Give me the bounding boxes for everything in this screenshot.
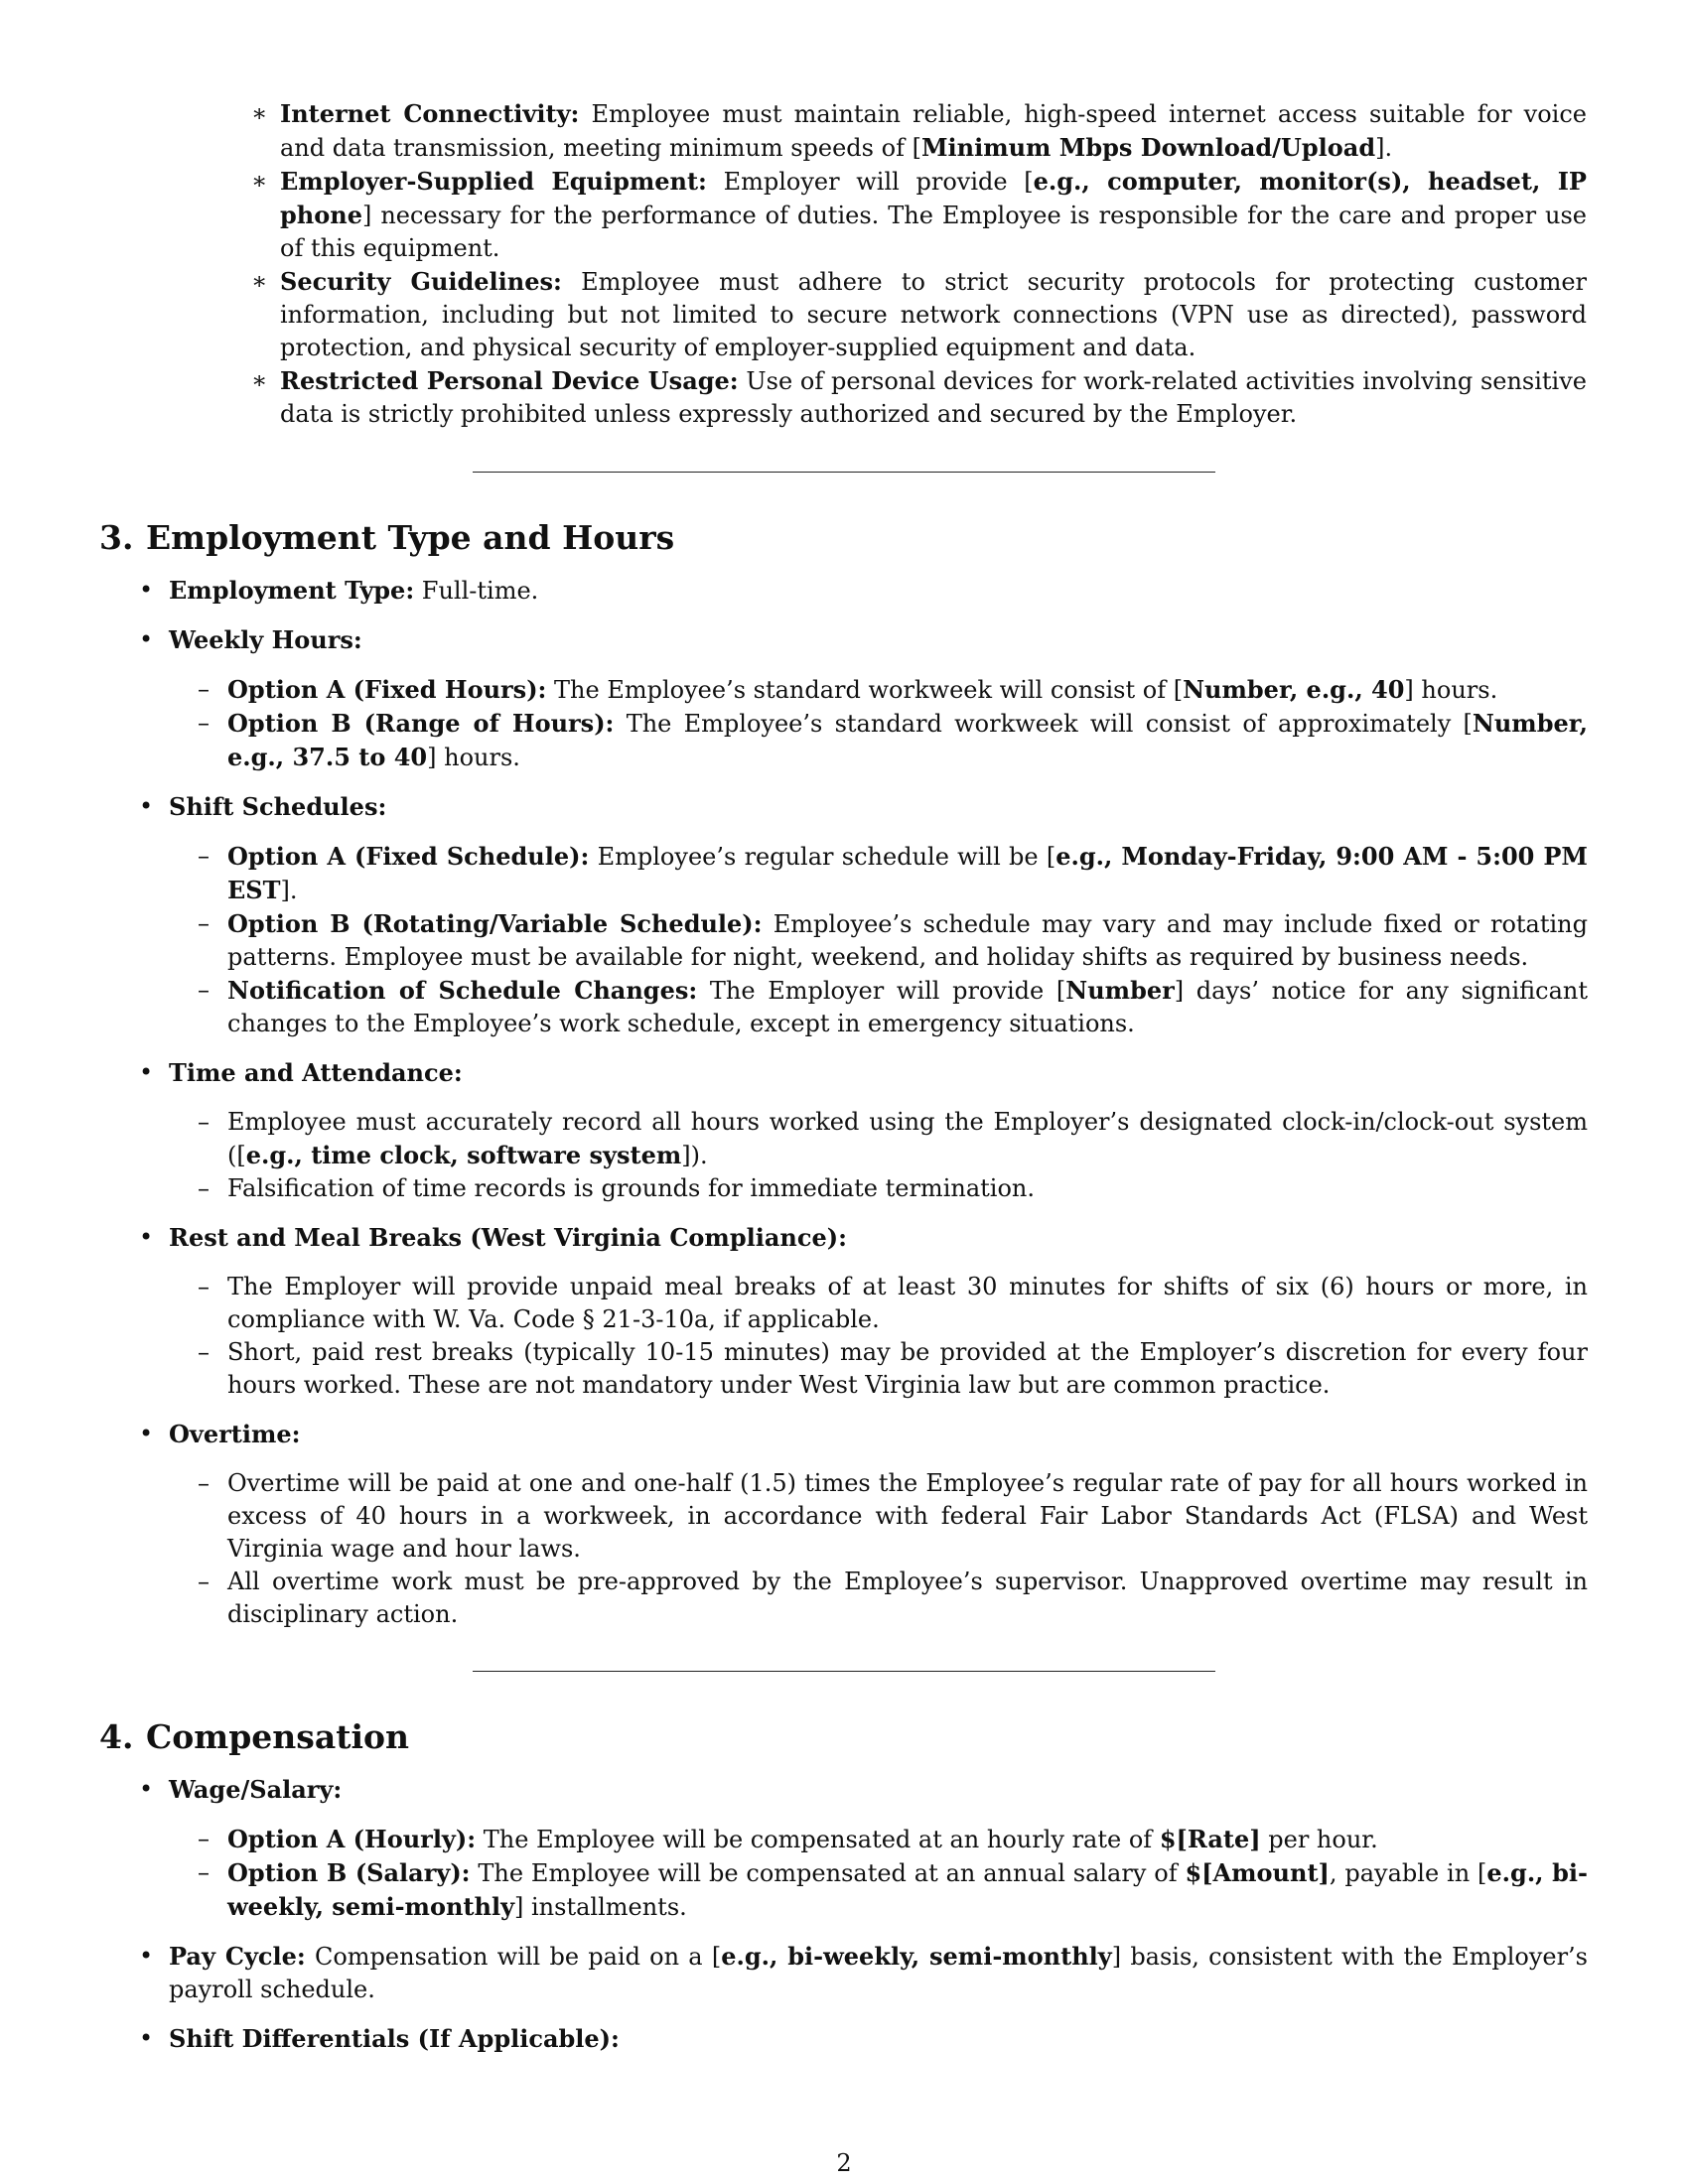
dash-marker: – <box>198 1469 210 1497</box>
bullet-marker: • <box>139 576 154 604</box>
bullet-marker: • <box>139 792 154 820</box>
bullet-shift-differentials: • Shift Differentials (If Applicable): <box>139 2024 620 2053</box>
section-heading-compensation: 4. Compensation <box>99 1717 409 1756</box>
asterisk-marker: ∗ <box>251 267 268 295</box>
bullet-marker: • <box>139 1223 154 1251</box>
option-fixed-hours: – Option A (Fixed Hours): The Employee’s standard workweek will consist of [Number, e.g., 40] hours. <box>198 675 1498 704</box>
dash-marker: – <box>198 976 210 1004</box>
option-fixed-schedule: – Option A (Fixed Schedule): Employee’s regular schedule will be [e.g., Monday-Friday, 9:00 AM - 5:00 PM EST]. <box>198 842 1588 904</box>
bullet-weekly-hours: • Weekly Hours: – Option A (Fixed Hours): The Employee’s standard workweek will consist of [Number, e.g., 40] hours. – Option B (Range of Hours): The Employee’s standard workweek will consist of approximately [Number, e.g., 37.5 to 40] hours. <box>133 623 1588 774</box>
dash-marker: – <box>198 909 210 937</box>
dash-marker: – <box>198 675 210 703</box>
dash-marker: – <box>198 1108 210 1136</box>
bullet-marker: • <box>139 2024 154 2052</box>
bullet-overtime: • Overtime: – Overtime will be paid at one and one-half (1.5) times the Employee’s regular rate of pay for all hours worked in excess of 40 hours in a workweek, in accordance with federal Fair Labor Standards Act (FLSA) and West Virginia wage and hour laws. – All overtime work must be pre-approved by the Employee’s supervisor. Unapproved overtime may result in disciplinary action. <box>133 1418 1588 1631</box>
bullet-marker: • <box>139 625 154 653</box>
list-item-internet-connectivity: ∗ Internet Connectivity: Employee must maintain reliable, high-speed internet access suitable for voice and data transmission, meeting minimum speeds of [Minimum Mbps Download/Upload]. <box>251 99 1587 162</box>
bullet-employment-type: • Employment Type: Full-time. <box>139 576 539 605</box>
option-salary: – Option B (Salary): The Employee will be compensated at an annual salary of $[Amount], payable in [e.g., bi-weekly, semi-monthly] installments. <box>198 1858 1588 1921</box>
bullet-marker: • <box>139 1420 154 1447</box>
overtime-approval-clause: – All overtime work must be pre-approved by the Employee’s supervisor. Unapproved overtime may result in disciplinary action. <box>198 1568 1588 1628</box>
bullet-pay-cycle: • Pay Cycle: Compensation will be paid on a [e.g., bi-weekly, semi-monthly] basis, consistent with the Employer’s payroll schedule. <box>139 1942 1588 2003</box>
section-employment-type-hours <box>133 574 1588 1647</box>
dash-marker: – <box>198 1338 210 1366</box>
time-record-requirement: – Employee must accurately record all hours worked using the Employer’s designated clock-in/clock-out system ([e.g., time clock, software system]). <box>198 1108 1588 1169</box>
bullet-wage-salary: • Wage/Salary: – Option A (Hourly): The Employee will be compensated at an hourly rate of $[Rate] per hour. – Option B (Salary): The Employee will be compensated at an annual salary of $[Amount], payable in [e.g., bi-weekly, semi-monthly] installments. <box>133 1773 1588 1924</box>
schedule-change-notification: – Notification of Schedule Changes: The Employer will provide [Number] days’ notice for any significant changes to the Employee’s work schedule, except in emergency situations. <box>198 976 1589 1037</box>
dash-marker: – <box>198 1825 210 1852</box>
list-item-personal-device-usage: ∗ Restricted Personal Device Usage: Use of personal devices for work-related activities involving sensitive data is strictly prohibited unless expressly authorized and secured by the Employer. <box>251 366 1587 428</box>
section-divider <box>473 472 1215 473</box>
page-number: 2 <box>836 2149 852 2177</box>
remote-work-requirements-list <box>251 97 1587 431</box>
bullet-shift-schedules: • Shift Schedules: – Option A (Fixed Schedule): Employee’s regular schedule will be [e.g., Monday-Friday, 9:00 AM - 5:00 PM EST]. – Option B (Rotating/Variable Schedule): Employee’s schedule may vary and may include fixed or rotating patterns. Employee must be available for night, weekend, and holiday shifts as required by business needs. – Notification of Schedule Changes: The Employer will provide [Number] days’ notice for any significant changes to the Employee’s work schedule, except in emergency situations. <box>133 790 1588 1040</box>
bullet-marker: • <box>139 1942 154 1970</box>
asterisk-marker: ∗ <box>251 167 268 195</box>
dash-marker: – <box>198 1273 210 1300</box>
asterisk-marker: ∗ <box>251 99 268 127</box>
option-hourly: – Option A (Hourly): The Employee will be compensated at an hourly rate of $[Rate] per hour. <box>198 1825 1378 1853</box>
falsification-clause: – Falsification of time records is grounds for immediate termination. <box>133 1172 1588 1205</box>
asterisk-marker: ∗ <box>251 366 268 394</box>
bullet-marker: • <box>139 1775 154 1803</box>
dash-marker: – <box>198 842 210 870</box>
list-item-security-guidelines: ∗ Security Guidelines: Employee must adhere to strict security protocols for protecting customer information, including but not limited to secure network connections (VPN use as directed), password protection, and physical security of employer-supplied equipment and data. <box>251 267 1587 361</box>
section-heading-employment-type-hours: 3. Employment Type and Hours <box>99 518 675 557</box>
section-compensation <box>133 1773 1588 2072</box>
bullet-time-attendance: • Time and Attendance: – Employee must accurately record all hours worked using the Employer’s designated clock-in/clock-out system ([e.g., time clock, software system]). – Falsification of time records is grounds for immediate termination. <box>133 1056 1588 1205</box>
dash-marker: – <box>198 1858 210 1886</box>
list-item-employer-equipment: ∗ Employer-Supplied Equipment: Employer will provide [e.g., computer, monitor(s), headset, IP phone] necessary for the performance of duties. The Employee is responsible for the care and proper use of this equipment. <box>251 167 1587 262</box>
overtime-rate-clause: – Overtime will be paid at one and one-half (1.5) times the Employee’s regular rate of pay for all hours worked in excess of 40 hours in a workweek, in accordance with federal Fair Labor Standards Act (FLSA) and West Virginia wage and hour laws. <box>198 1469 1588 1563</box>
option-rotating-schedule: – Option B (Rotating/Variable Schedule): Employee’s schedule may vary and may include fixed or rotating patterns. Employee must be available for night, weekend, and holiday shifts as required by business needs. <box>198 909 1588 971</box>
bullet-marker: • <box>139 1058 154 1086</box>
meal-break-clause: – The Employer will provide unpaid meal breaks of at least 30 minutes for shifts of six (6) hours or more, in compliance with W. Va. Code § 21-3-10a, if applicable. <box>198 1273 1588 1333</box>
section-divider <box>473 1671 1215 1672</box>
option-range-of-hours: – Option B (Range of Hours): The Employee’s standard workweek will consist of approximately [Number, e.g., 37.5 to 40] hours. <box>198 709 1588 771</box>
dash-marker: – <box>198 1174 210 1202</box>
rest-break-clause: – Short, paid rest breaks (typically 10-15 minutes) may be provided at the Employer’s discretion for every four hours worked. These are not mandatory under West Virginia law but are common practice. <box>198 1338 1588 1399</box>
bullet-rest-meal-breaks: • Rest and Meal Breaks (West Virginia Compliance): – The Employer will provide unpaid meal breaks of at least 30 minutes for shifts of six (6) hours or more, in compliance with W. Va. Code § 21-3-10a, if applicable. – Short, paid rest breaks (typically 10-15 minutes) may be provided at the Employer’s discretion for every four hours worked. These are not mandatory under West Virginia law but are common practice. <box>133 1221 1588 1402</box>
dash-marker: – <box>198 1568 210 1595</box>
dash-marker: – <box>198 709 210 737</box>
